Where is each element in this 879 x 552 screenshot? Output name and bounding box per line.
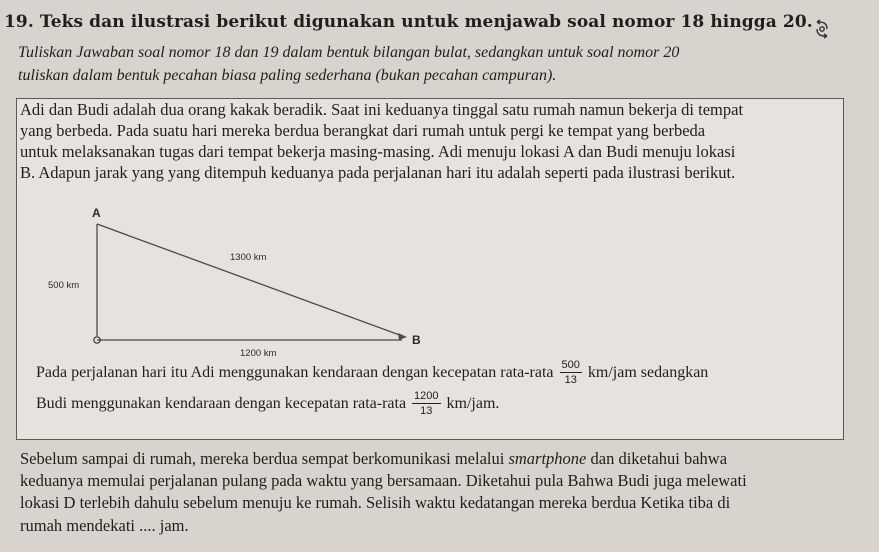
closing-line-2: keduanya memulai perjalanan pulang pada waktu yang bersamaan. Diketahui pula Bahwa Budi juga melewati xyxy=(20,471,747,490)
speed-line-adi xyxy=(36,360,708,386)
closing-line-1-smartphone: smartphone xyxy=(508,449,587,468)
budi-numerator: 1200 xyxy=(414,390,439,402)
hypotenuse-segment xyxy=(97,224,405,337)
passage-line-1: Adi dan Budi adalah dua orang kakak beradik. Saat ini keduanya tinggal satu rumah namun bekerja di tempat xyxy=(20,100,744,119)
instruction-line-2: tuliskan dalam bentuk pecahan biasa paling sederhana (bukan pecahan campuran). xyxy=(18,67,557,84)
label-a: A xyxy=(92,206,101,220)
instruction-line-1: Tuliskan Jawaban soal nomor 18 dan 19 dalam bentuk bilangan bulat, sedangkan untuk soal nomor 20 xyxy=(18,44,680,61)
adi-denominator: 13 xyxy=(564,374,577,386)
adi-speed-text: Pada perjalanan hari itu Adi menggunakan kendaraan dengan kecepatan rata-rata xyxy=(36,364,554,381)
speed-line-budi xyxy=(36,391,499,417)
label-vertical-distance: 500 km xyxy=(48,280,80,291)
passage-line-4: B. Adapun jarak yang yang ditempuh keduanya pada perjalanan hari itu adalah seperti pada ilustrasi berikut. xyxy=(20,163,736,182)
budi-speed-text: Budi menggunakan kendaraan dengan kecepatan rata-rata xyxy=(36,395,407,412)
budi-speed-fraction xyxy=(412,391,440,417)
adi-numerator: 500 xyxy=(561,359,580,371)
closing-line-4: rumah mendekati .... jam. xyxy=(20,516,189,535)
label-hypotenuse-distance: 1300 km xyxy=(230,252,267,263)
arrowhead xyxy=(398,333,407,340)
closing-line-3: lokasi D terlebih dahulu sebelum menuju ke rumah. Selisih waktu kedatangan mereka berdua Ketika tiba di xyxy=(20,493,731,512)
closing-line-1-c: dan diketahui bahwa xyxy=(586,449,728,468)
passage-line-2: yang berbeda. Pada suatu hari mereka berdua berangkat dari rumah untuk pergi ke tempat yang berbeda xyxy=(20,121,706,140)
question-title: Teks dan ilustrasi berikut digunakan untuk menjawab soal nomor 18 hingga 20. xyxy=(39,12,813,32)
budi-speed-unit: km/jam. xyxy=(446,395,500,412)
question-heading xyxy=(4,12,813,32)
label-b: B xyxy=(412,333,421,347)
distance-diagram xyxy=(40,200,460,370)
adi-speed-unit: km/jam sedangkan xyxy=(587,364,709,381)
label-horizontal-distance: 1200 km xyxy=(240,348,277,359)
closing-line-1-a: Sebelum sampai di rumah, mereka berdua sempat berkomunikasi melalui xyxy=(20,449,509,468)
adi-speed-fraction xyxy=(560,360,582,386)
rotate-icon[interactable] xyxy=(812,18,832,40)
passage-line-3: untuk melaksanakan tugas dari tempat bekerja masing-masing. Adi menuju lokasi A dan Budi menuju lokasi xyxy=(20,142,736,161)
closing-line-1 xyxy=(20,449,850,469)
budi-denominator: 13 xyxy=(420,405,433,417)
question-number: 19. xyxy=(4,12,34,32)
